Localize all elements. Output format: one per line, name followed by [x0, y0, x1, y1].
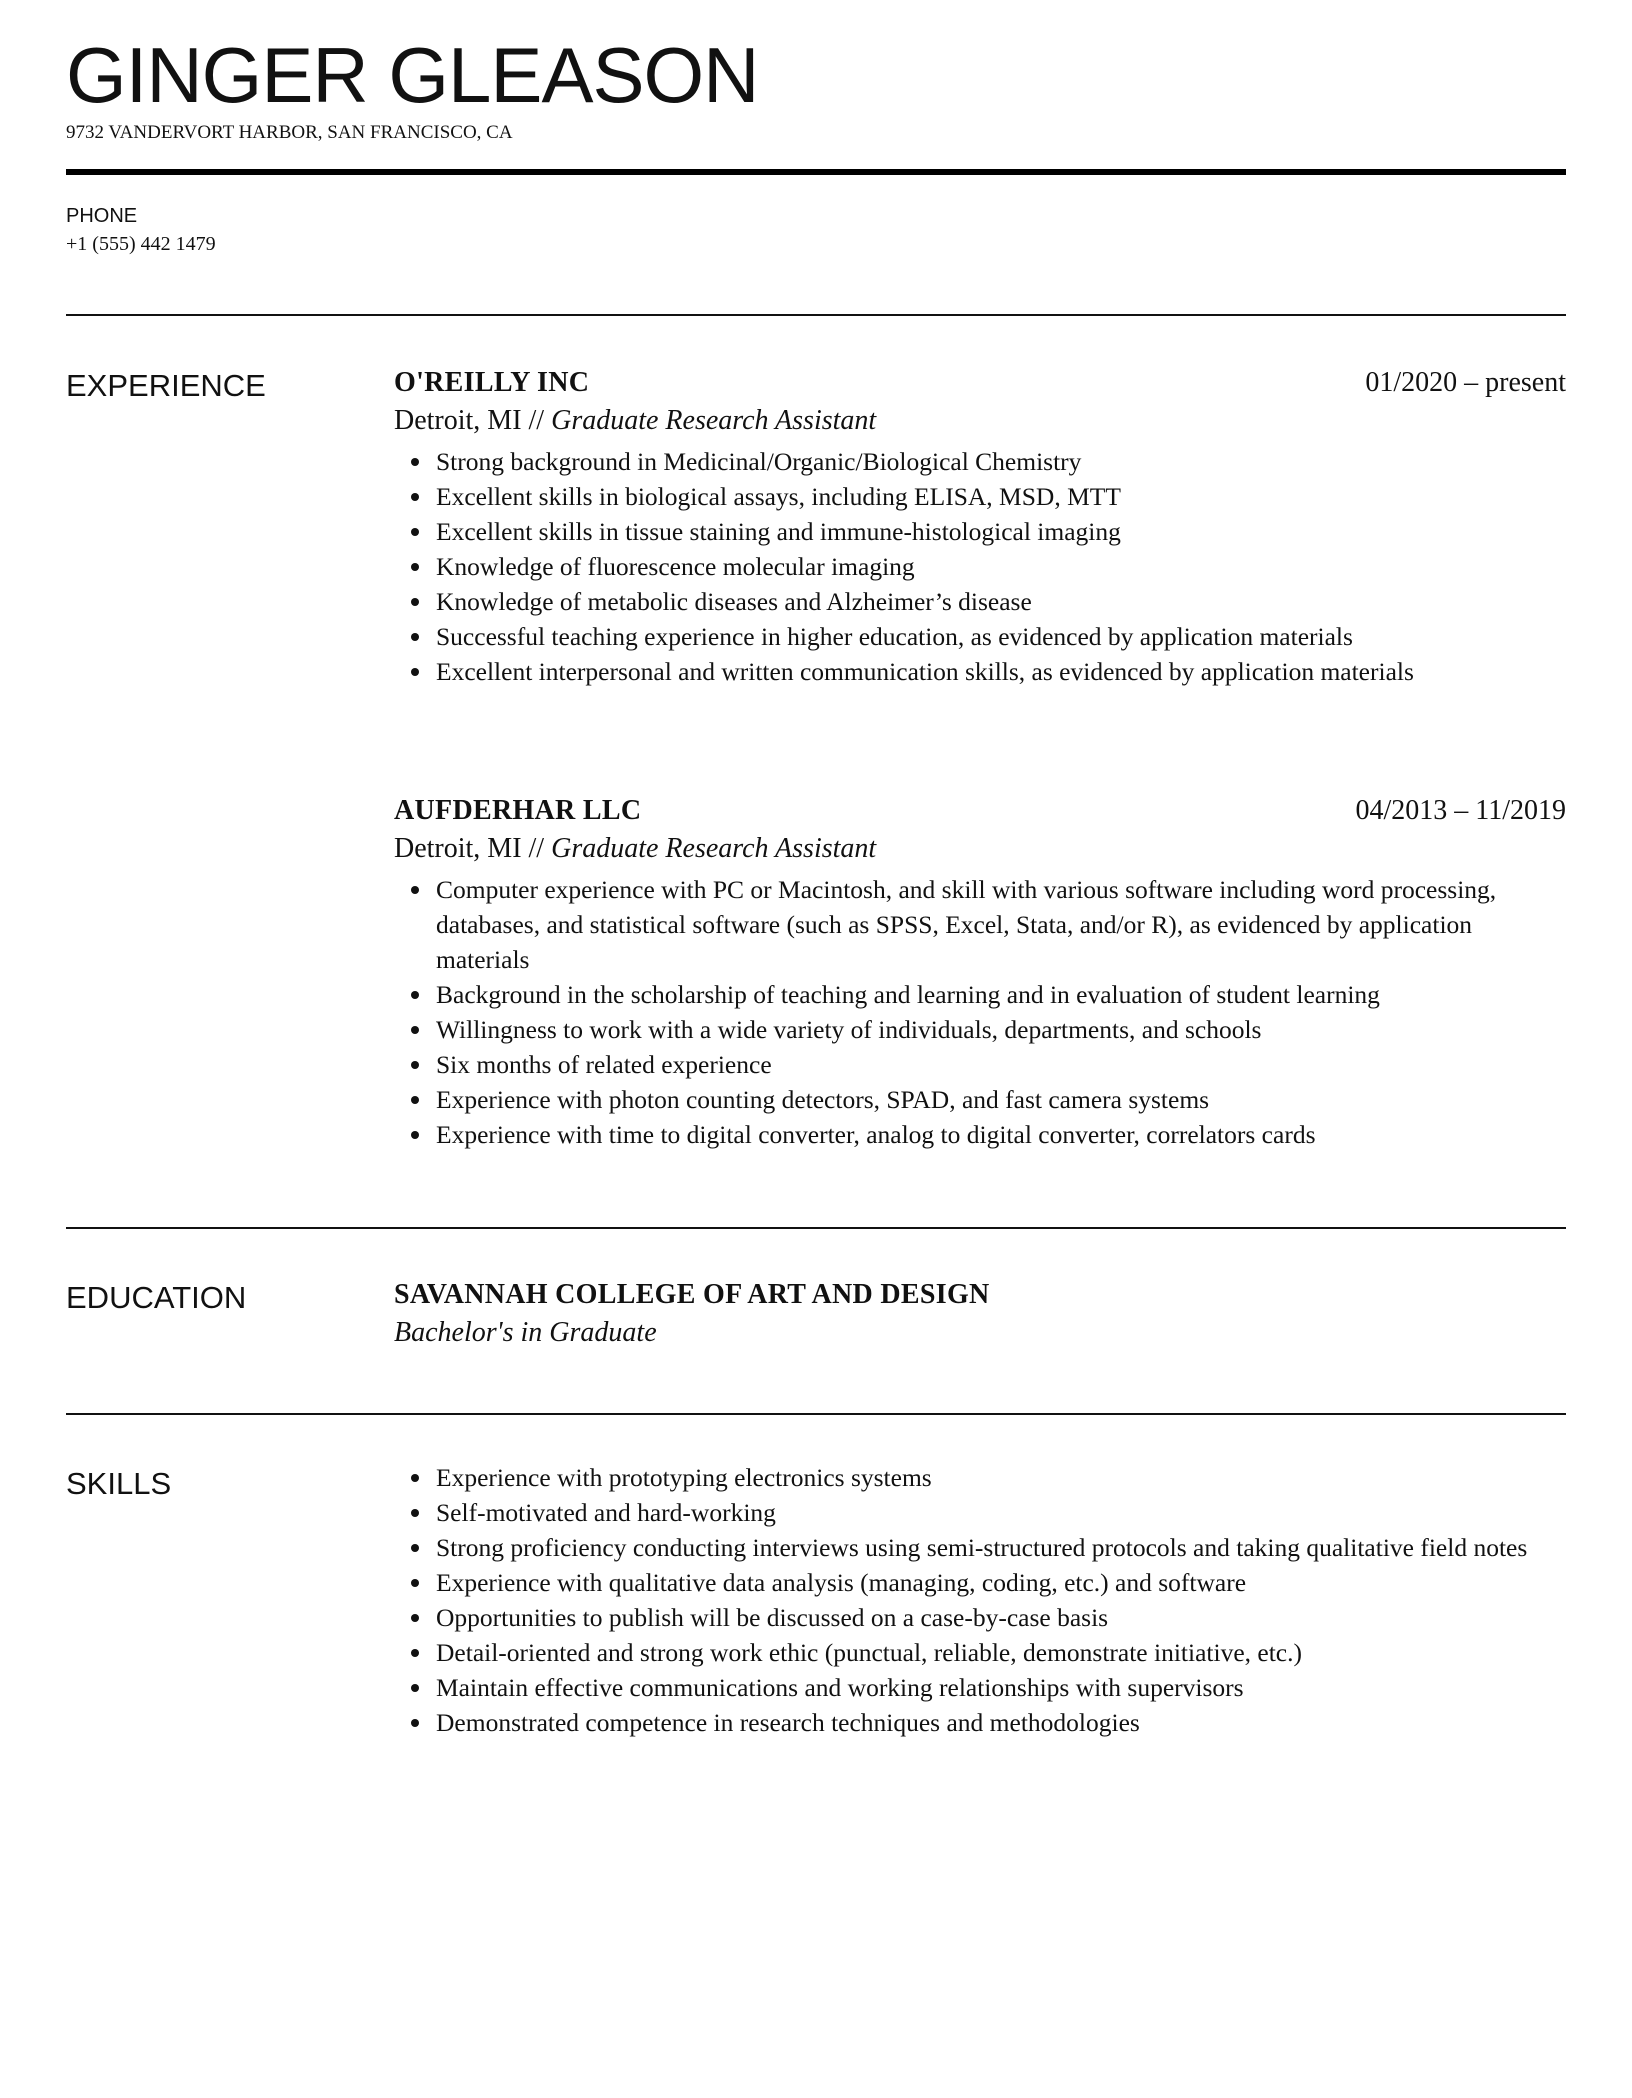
list-item: Excellent skills in tissue staining and immune-histological imaging: [394, 514, 1566, 549]
list-item: Maintain effective communications and working relationships with supervisors: [394, 1670, 1566, 1705]
list-item: Background in the scholarship of teaching and learning and in evaluation of student learning: [394, 977, 1566, 1012]
list-item: Experience with photon counting detectors, SPAD, and fast camera systems: [394, 1082, 1566, 1117]
list-item: Successful teaching experience in higher education, as evidenced by application materials: [394, 619, 1566, 654]
experience-divider: [66, 1227, 1566, 1229]
experience-section-title: EXPERIENCE: [66, 368, 266, 403]
employment-dates: 01/2020 – present: [1365, 367, 1566, 398]
subtitle-separator: //: [521, 405, 552, 436]
list-item: Detail-oriented and strong work ethic (punctual, reliable, demonstrate initiative, etc.): [394, 1635, 1566, 1670]
list-item: Computer experience with PC or Macintosh, and skill with various software including word processing, databases, and statistical software (such as SPSS, Excel, Stata, and/or R), as evidenced by application materials: [394, 872, 1566, 977]
list-item: Experience with qualitative data analysis (managing, coding, etc.) and software: [394, 1565, 1566, 1600]
list-item: Strong proficiency conducting interviews using semi-structured protocols and taking qualitative field notes: [394, 1530, 1566, 1565]
experience-entry: [394, 364, 1566, 689]
phone-label: PHONE: [66, 205, 138, 227]
company-name: AUFDERHAR LLC: [394, 795, 642, 826]
skills-entry: [394, 1460, 1566, 1740]
list-item: Experience with time to digital converter, analog to digital converter, correlators cards: [394, 1117, 1566, 1152]
list-item: Opportunities to publish will be discussed on a case-by-case basis: [394, 1600, 1566, 1635]
employment-dates: 04/2013 – 11/2019: [1355, 795, 1566, 826]
job-subtitle: [394, 402, 1566, 440]
job-bullet-list: [394, 872, 1566, 1152]
list-item: Excellent skills in biological assays, including ELISA, MSD, MTT: [394, 479, 1566, 514]
list-item: Demonstrated competence in research techniques and methodologies: [394, 1705, 1566, 1740]
job-subtitle: [394, 830, 1566, 868]
job-role: Graduate Research Assistant: [551, 405, 877, 436]
education-section-title: EDUCATION: [66, 1280, 247, 1315]
skills-list: [394, 1460, 1566, 1740]
experience-entry: [394, 792, 1566, 1152]
list-item: Excellent interpersonal and written communication skills, as evidenced by application materials: [394, 654, 1566, 689]
list-item: Knowledge of metabolic diseases and Alzheimer’s disease: [394, 584, 1566, 619]
education-entry: [394, 1276, 1566, 1352]
phone-number: +1 (555) 442 1479: [66, 233, 216, 255]
list-item: Knowledge of fluorescence molecular imaging: [394, 549, 1566, 584]
list-item: Experience with prototyping electronics systems: [394, 1460, 1566, 1495]
degree-name: Bachelor's in Graduate: [394, 1317, 657, 1348]
subtitle-separator: //: [521, 833, 552, 864]
header-divider: [66, 169, 1566, 175]
job-location: Detroit, MI: [394, 405, 522, 436]
skills-section-title: SKILLS: [66, 1466, 172, 1501]
list-item: Willingness to work with a wide variety of individuals, departments, and schools: [394, 1012, 1566, 1047]
job-location: Detroit, MI: [394, 833, 522, 864]
company-name: O'REILLY INC: [394, 367, 590, 398]
list-item: Self-motivated and hard-working: [394, 1495, 1566, 1530]
list-item: Six months of related experience: [394, 1047, 1566, 1082]
school-name: SAVANNAH COLLEGE OF ART AND DESIGN: [394, 1279, 990, 1310]
candidate-address: 9732 VANDERVORT HARBOR, SAN FRANCISCO, CA: [66, 122, 513, 143]
education-divider: [66, 1413, 1566, 1415]
job-bullet-list: [394, 444, 1566, 689]
contact-divider: [66, 314, 1566, 316]
candidate-name: GINGER GLEASON: [66, 31, 759, 119]
list-item: Strong background in Medicinal/Organic/Biological Chemistry: [394, 444, 1566, 479]
job-role: Graduate Research Assistant: [551, 833, 877, 864]
